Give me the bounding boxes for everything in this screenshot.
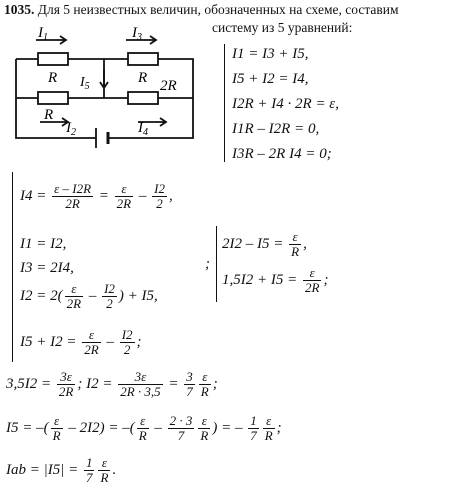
label-i1: $I_1$ <box>38 26 48 43</box>
label-i5: $I_5$ <box>80 75 90 92</box>
system2-brace <box>12 172 13 362</box>
label-r3: R <box>138 70 148 86</box>
system2-eq4: I2 = 2( $\frac{\varepsilon}{2R}$ – $\frac{I2}{2}$ ) + I5, <box>20 281 158 311</box>
label-i4: $I_4$ <box>138 120 148 138</box>
resistor-r3 <box>128 53 158 65</box>
system1-eq2: I5 + I2 = I4, <box>232 71 309 87</box>
system3-eq2: 1,5I2 + I5 = $\frac{\varepsilon}{2R}$ ; <box>222 265 329 295</box>
header-line1: Для 5 неизвестных величин, обозначенных на схеме, составим <box>37 2 399 17</box>
label-2r: 2R <box>160 78 177 94</box>
circuit-diagram <box>8 26 214 168</box>
problem-number: 1035. <box>4 2 35 17</box>
system2-eq2: I1 = I2, <box>20 236 67 252</box>
arrow-i5 <box>100 70 108 88</box>
resistor-r1 <box>38 53 68 65</box>
system2-eq5: I5 + I2 = $\frac{\varepsilon}{2R}$ – $\frac{I2}{2}$ ; <box>20 327 142 357</box>
system2-eq1: I4 = $\frac{\varepsilon - I2R}{2R}$ = $\frac{\varepsilon}{2R}$ – $\frac{I2}{2}$ , <box>20 181 173 211</box>
system1-eq1: I1 = I3 + I5, <box>232 46 309 62</box>
system2-eq3: I3 = 2I4, <box>20 260 74 276</box>
result1-line: 3,5I2 = $\frac{3\varepsilon}{2R}$ ; I2 = $\frac{3\varepsilon}{2R \cdot 3,5}$ = $\frac{3}{7}$ $\frac{\varepsilon}{R}$ ; <box>6 369 218 399</box>
problem-header <box>4 2 399 18</box>
system3-eq1: 2I2 – I5 = $\frac{\varepsilon}{R}$ , <box>222 229 307 259</box>
system1-eq4: I1R – I2R = 0, <box>232 121 320 137</box>
result3-line: Iab = |I5| = $\frac{1}{7}$ $\frac{\varepsilon}{R}$ . <box>6 455 117 485</box>
label-r1: R <box>48 70 58 86</box>
header-line2: систему из 5 уравнений: <box>212 20 353 35</box>
system1-brace <box>224 44 225 162</box>
label-i3: $I_3$ <box>132 26 142 43</box>
result2-line: I5 = –( $\frac{\varepsilon}{R}$ – 2I2) = –( $\frac{\varepsilon}{R}$ – $\frac{2 \cdot 3}{7}$ $\frac{\varepsilon}{R}$ ) = – $\frac{1}{7}$ $\frac{\varepsilon}{R}$ ; <box>6 413 282 443</box>
system1-eq3: I2R + I4 · 2R = ε, <box>232 96 339 112</box>
system1-eq5: I3R – 2R I4 = 0; <box>232 146 332 162</box>
resistor-2r <box>128 92 158 104</box>
label-i2: $I_2$ <box>66 120 76 138</box>
label-r2: R <box>44 107 54 123</box>
system3-brace <box>216 226 217 302</box>
resistor-r2 <box>38 92 68 104</box>
system3-separator: ; <box>205 256 210 272</box>
